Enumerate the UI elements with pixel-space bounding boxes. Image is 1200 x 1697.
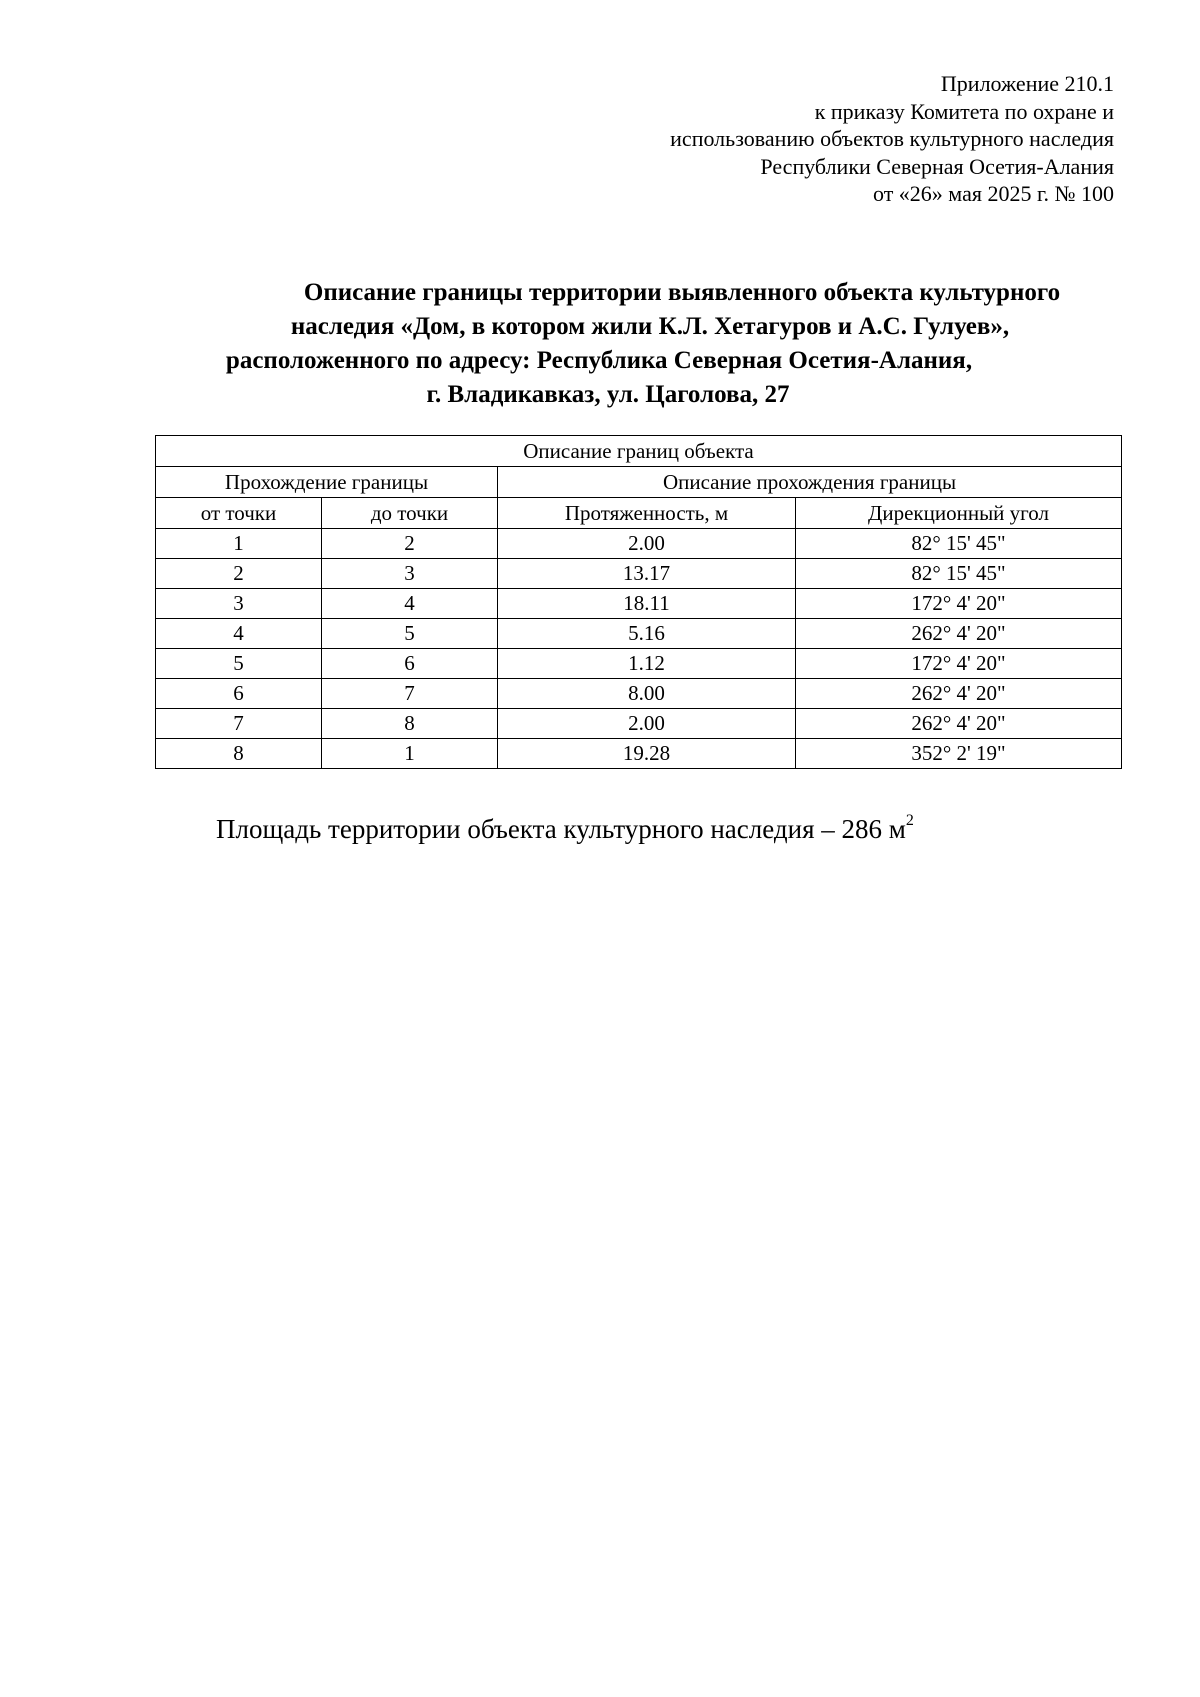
cell-length: 1.12 (498, 649, 796, 679)
cell-angle: 262° 4' 20" (796, 709, 1122, 739)
cell-angle: 82° 15' 45" (796, 559, 1122, 589)
column-header-from-point: от точки (156, 498, 322, 529)
cell-angle: 82° 15' 45" (796, 529, 1122, 559)
cell-angle: 262° 4' 20" (796, 619, 1122, 649)
cell-from-point: 6 (156, 679, 322, 709)
title-line-1: Описание границы территории выявленного объекта культурного (303, 279, 1061, 306)
cell-angle: 172° 4' 20" (796, 649, 1122, 679)
area-text: Площадь территории объекта культурного наследия – 286 м (216, 814, 906, 844)
table-caption: Описание границ объекта (156, 436, 1122, 467)
appendix-line-date: от «26» мая 2025 г. № 100 (872, 181, 1114, 206)
table-row (156, 649, 1122, 679)
title-line-2: наследия «Дом, в котором жили К.Л. Хетагуров и А.С. Гулуев», (290, 313, 1010, 340)
table-row (156, 619, 1122, 649)
appendix-line-republic: Республики Северная Осетия-Алания (760, 153, 1114, 179)
cell-to-point: 4 (322, 589, 498, 619)
cell-angle: 172° 4' 20" (796, 589, 1122, 619)
cell-length: 8.00 (498, 679, 796, 709)
cell-angle: 352° 2' 19" (796, 739, 1122, 769)
cell-from-point: 7 (156, 709, 322, 739)
cell-from-point: 4 (156, 619, 322, 649)
area-superscript: 2 (905, 812, 914, 829)
cell-from-point: 5 (156, 649, 322, 679)
table-row (156, 739, 1122, 769)
area-statement (216, 812, 914, 846)
column-header-angle: Дирекционный угол (796, 498, 1122, 529)
table-row (156, 589, 1122, 619)
cell-length: 2.00 (498, 709, 796, 739)
cell-to-point: 5 (322, 619, 498, 649)
cell-to-point: 3 (322, 559, 498, 589)
cell-length: 13.17 (498, 559, 796, 589)
appendix-line-committee: использованию объектов культурного наследия (670, 126, 1114, 151)
table-row (156, 709, 1122, 739)
column-header-length: Протяженность, м (498, 498, 796, 529)
table-row (156, 559, 1122, 589)
appendix-line-number: Приложение 210.1 (940, 71, 1114, 96)
cell-length: 19.28 (498, 739, 796, 769)
cell-length: 2.00 (498, 529, 796, 559)
cell-length: 5.16 (498, 619, 796, 649)
column-header-to-point: до точки (322, 498, 498, 529)
cell-angle: 262° 4' 20" (796, 679, 1122, 709)
cell-length: 18.11 (498, 589, 796, 619)
boundary-table (155, 435, 1122, 769)
cell-to-point: 1 (322, 739, 498, 769)
appendix-header (670, 70, 1114, 208)
cell-to-point: 8 (322, 709, 498, 739)
cell-to-point: 2 (322, 529, 498, 559)
cell-from-point: 1 (156, 529, 322, 559)
cell-from-point: 8 (156, 739, 322, 769)
cell-to-point: 6 (322, 649, 498, 679)
appendix-line-order: к приказу Комитета по охране и (814, 98, 1114, 124)
title-line-3: расположенного по адресу: Республика Северная Осетия-Алания, (225, 347, 973, 374)
title-line-4: г. Владикавказ, ул. Цаголова, 27 (426, 381, 790, 408)
table-row (156, 679, 1122, 709)
table-row (156, 529, 1122, 559)
cell-to-point: 7 (322, 679, 498, 709)
cell-from-point: 3 (156, 589, 322, 619)
table-group-passage: Прохождение границы (156, 467, 498, 498)
table-group-description: Описание прохождения границы (498, 467, 1122, 498)
cell-from-point: 2 (156, 559, 322, 589)
document-title (150, 276, 1150, 412)
